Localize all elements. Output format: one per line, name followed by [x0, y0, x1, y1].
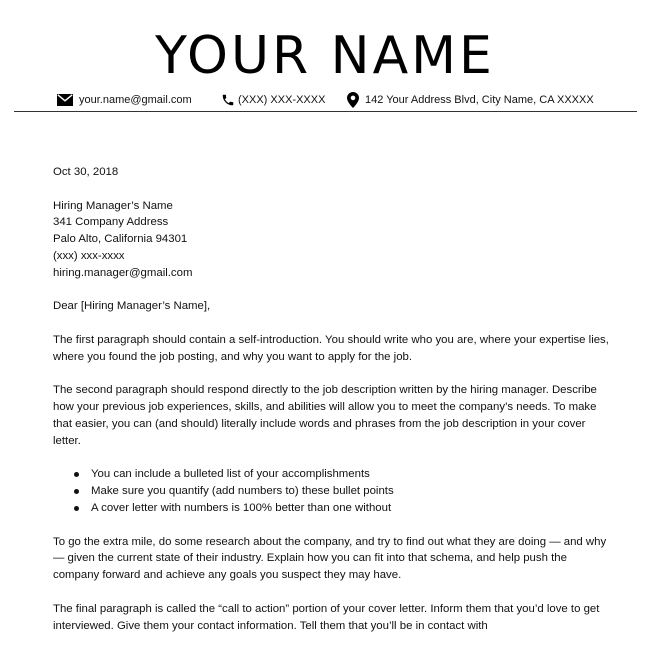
- map-pin-icon: [347, 92, 359, 108]
- recipient-email: hiring.manager@gmail.com: [53, 266, 193, 279]
- paragraph-research: To go the extra mile, do some research about the company, and try to find out what they are doing — and why — given the current state of their industry. Explain how you can fit into that schema, and help push the company forward and achieve any goals you suspect they may have.: [53, 535, 607, 582]
- list-item: You can include a bulleted list of your accomplishments: [91, 466, 613, 483]
- paragraph-call-to-action: The final paragraph is called the “call to action” portion of your cover letter. Inform them that you’d love to get interviewed. Give them your contact information. Tell them that you’ll be in contact with: [53, 602, 600, 632]
- page-title: YOUR NAME: [155, 26, 495, 86]
- letter-body: [53, 164, 613, 651]
- recipient-block: [53, 198, 613, 282]
- address-text: 142 Your Address Blvd, City Name, CA XXXXX: [365, 94, 594, 106]
- phone-icon: [221, 93, 235, 107]
- header-divider: [14, 111, 637, 112]
- contact-phone: [221, 90, 325, 110]
- paragraph-experience: The second paragraph should respond directly to the job description written by the hiring manager. Describe how your previous job experiences, skills, and abilities will allow you to meet the company’s needs. To make that easier, you can (and should) literally include words and phrases from the job description in your cover letter.: [53, 384, 597, 447]
- envelope-icon: [57, 94, 73, 106]
- list-item: Make sure you quantify (add numbers to) these bullet points: [91, 483, 613, 500]
- salutation: Dear [Hiring Manager’s Name],: [53, 300, 211, 313]
- phone-text: (XXX) XXX-XXXX: [238, 94, 326, 106]
- contact-address: [347, 90, 594, 110]
- recipient-name: Hiring Manager’s Name: [53, 199, 173, 212]
- list-item: A cover letter with numbers is 100% better than one without: [91, 500, 613, 517]
- recipient-street: 341 Company Address: [53, 216, 169, 229]
- recipient-city: Palo Alto, California 94301: [53, 233, 188, 246]
- paragraph-intro: The first paragraph should contain a self-introduction. You should write who you are, where your expertise lies, where you found the job posting, and why you want to apply for the job.: [53, 333, 609, 363]
- contact-email: [57, 90, 192, 110]
- email-text: your.name@gmail.com: [79, 94, 192, 106]
- accomplishments-list: [53, 466, 613, 516]
- recipient-phone: (xxx) xxx-xxxx: [53, 249, 125, 262]
- contact-bar: [0, 90, 650, 110]
- letter-date: Oct 30, 2018: [53, 166, 119, 178]
